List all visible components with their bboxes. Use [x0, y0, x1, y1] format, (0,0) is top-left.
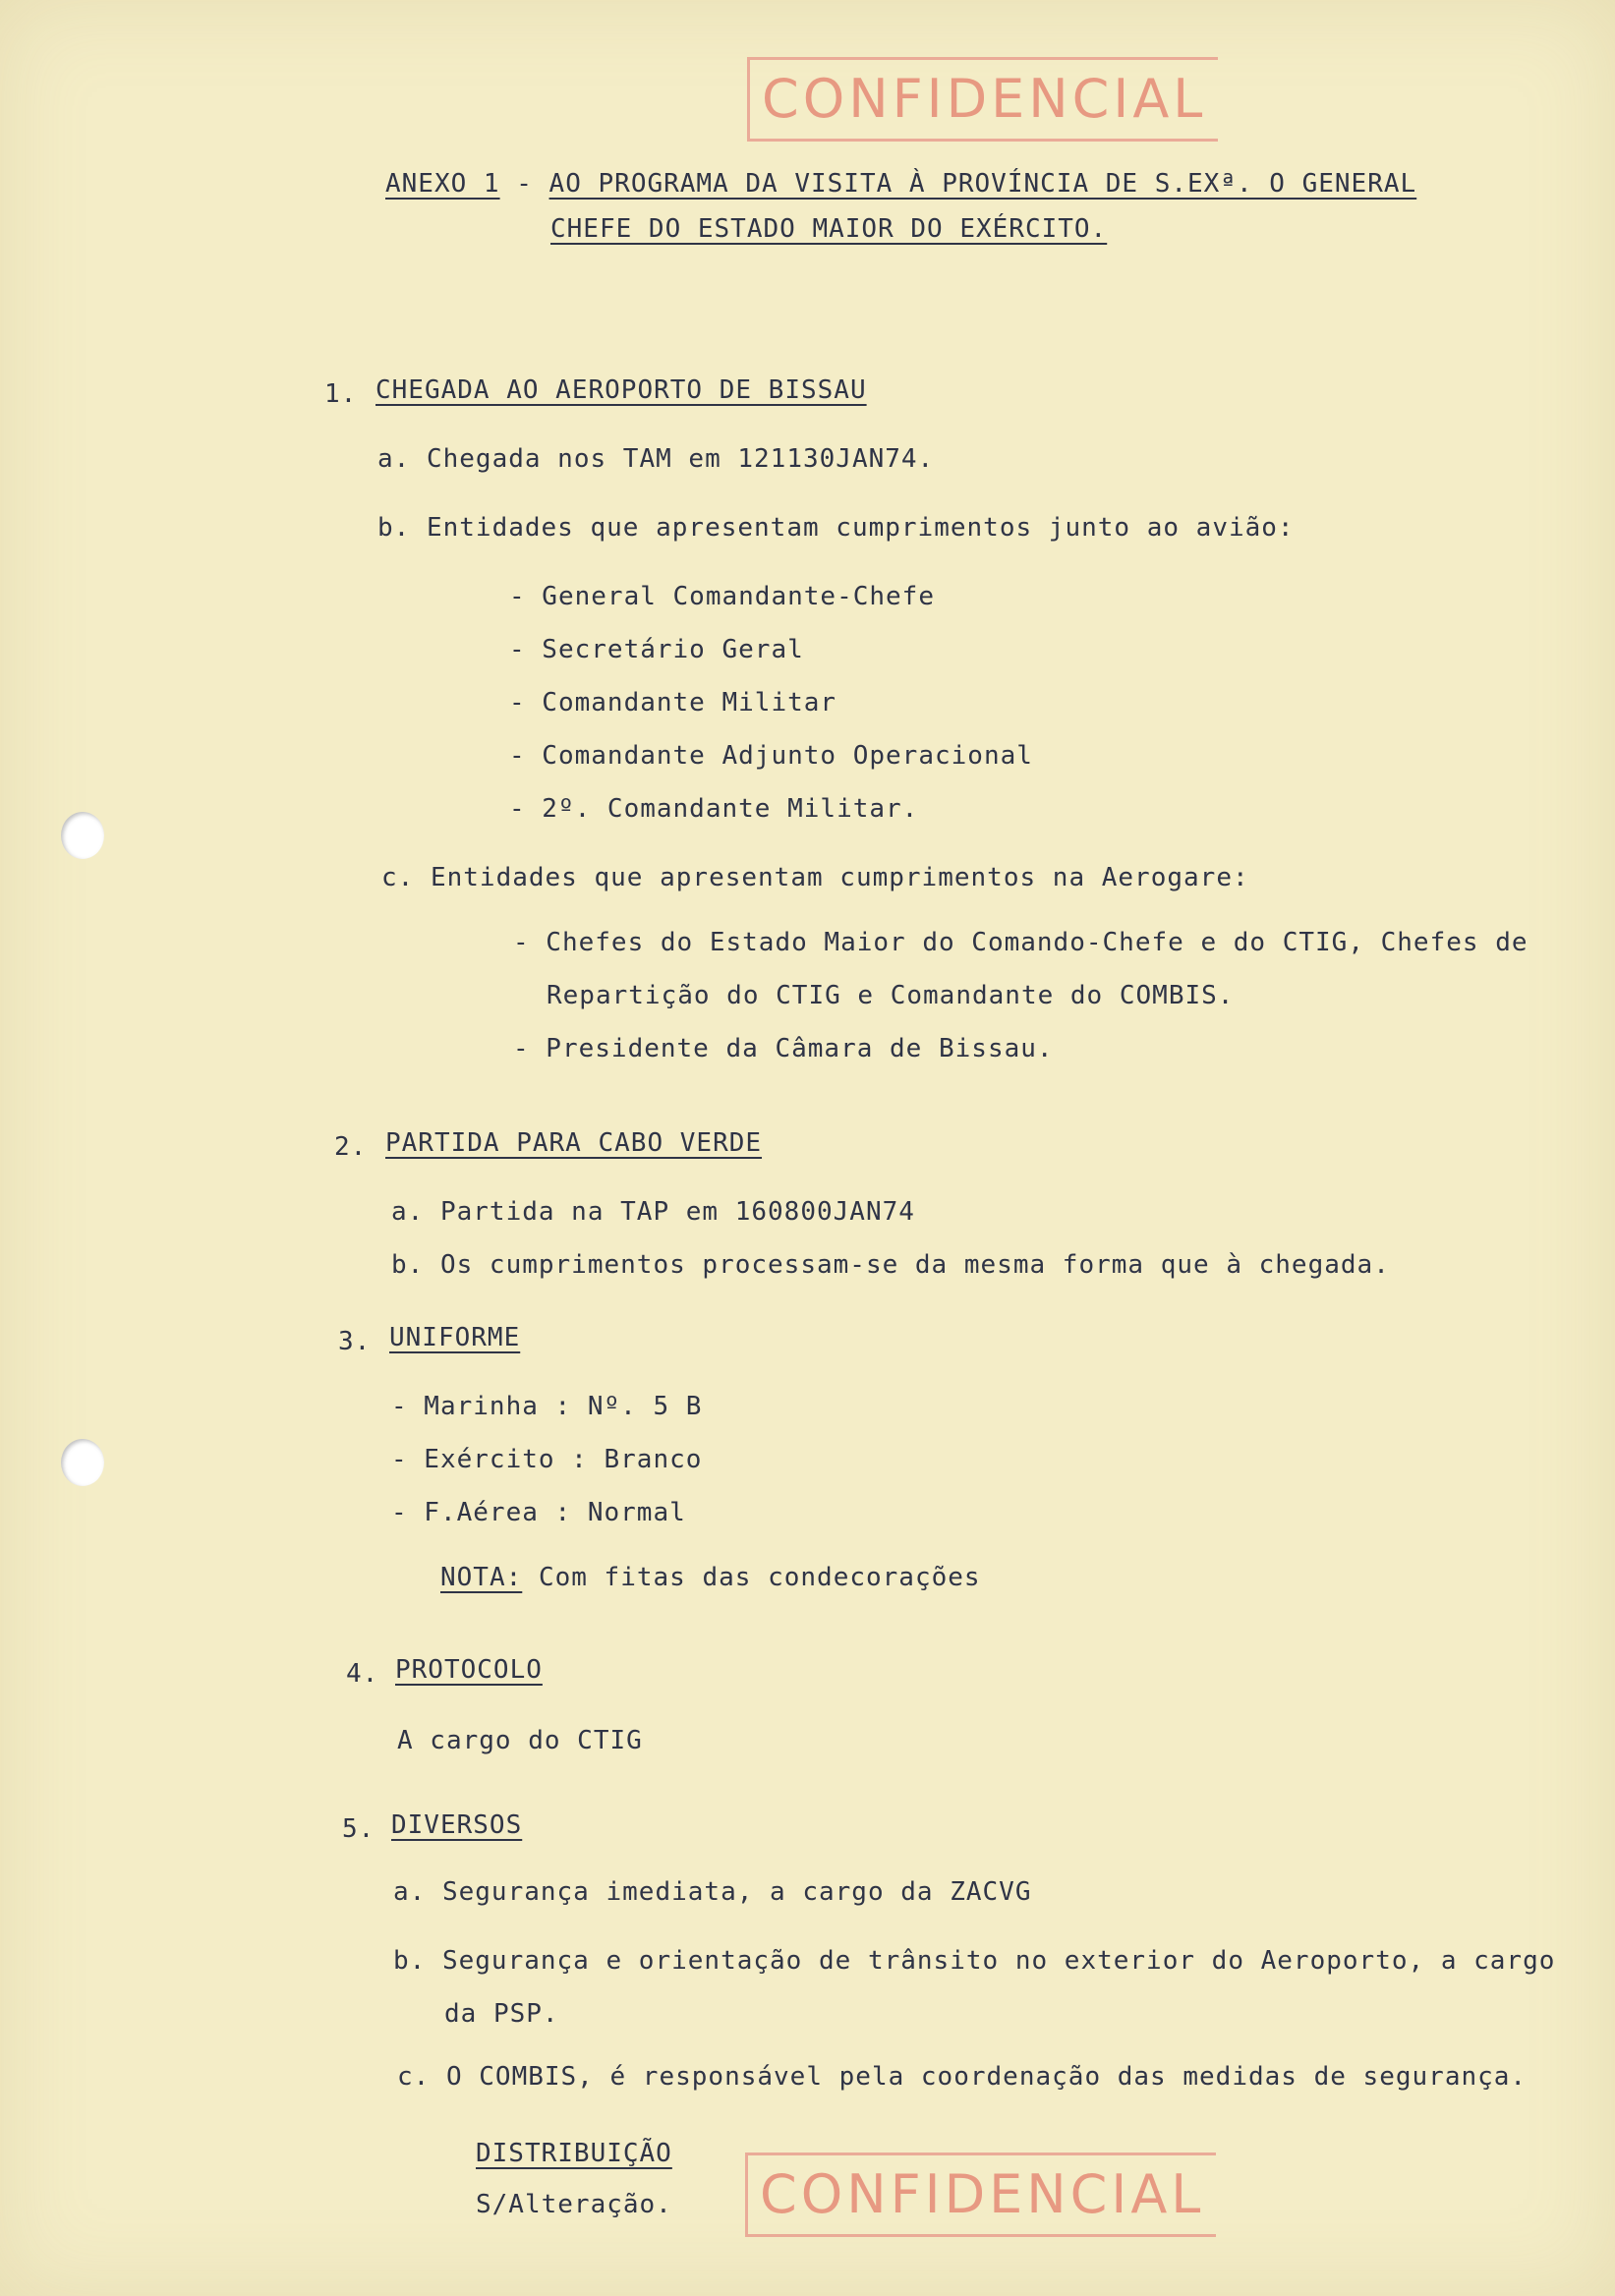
section-5-b-line2: da PSP. [444, 1999, 559, 2029]
annex-label [385, 169, 1416, 199]
uniform-item-1: - Marinha : Nº. 5 B [391, 1392, 703, 1421]
section-5-heading: DIVERSOS [391, 1810, 523, 1840]
section-2-b: b. Os cumprimentos processam-se da mesma forma que à chegada. [391, 1250, 1390, 1280]
uniform-item-2: - Exército : Branco [391, 1445, 703, 1474]
confidential-stamp-top: CONFIDENCIAL [747, 57, 1218, 142]
section-1-b-item-3: - Comandante Militar [509, 688, 837, 718]
section-5-c: c. O COMBIS, é responsável pela coordenação das medidas de segurança. [397, 2062, 1528, 2092]
section-1-c: c. Entidades que apresentam cumprimentos na Aerogare: [381, 863, 1249, 892]
title-line1: AO PROGRAMA DA VISITA À PROVÍNCIA DE S.EXª. O GENERAL [548, 169, 1417, 199]
section-2-heading: PARTIDA PARA CABO VERDE [385, 1128, 763, 1158]
annex-prefix: ANEXO 1 [385, 169, 500, 199]
section-1-heading: CHEGADA AO AEROPORTO DE BISSAU [375, 375, 867, 405]
note-label: NOTA: [440, 1563, 523, 1592]
section-1-a: a. Chegada nos TAM em 121130JAN74. [377, 444, 935, 474]
uniform-item-3: - F.Aérea : Normal [391, 1498, 686, 1527]
section-2-a: a. Partida na TAP em 160800JAN74 [391, 1197, 915, 1227]
section-5-a: a. Segurança imediata, a cargo da ZACVG [393, 1877, 1032, 1907]
section-1-b: b. Entidades que apresentam cumprimentos junto ao avião: [377, 513, 1295, 543]
punch-hole-bottom [61, 1439, 104, 1486]
distribution-value: S/Alteração. [476, 2190, 672, 2219]
section-1-number: 1. [324, 379, 358, 409]
section-1-c-item-2: - Presidente da Câmara de Bissau. [513, 1034, 1054, 1063]
section-1-b-item-5: - 2º. Comandante Militar. [509, 794, 919, 824]
section-1-b-item-2: - Secretário Geral [509, 635, 804, 664]
section-3-heading: UNIFORME [389, 1323, 521, 1352]
annex-dash: - [516, 169, 533, 199]
section-1-c-item-1a: - Chefes do Estado Maior do Comando-Chefe e do CTIG, Chefes de [513, 928, 1528, 957]
section-1-b-item-1: - General Comandante-Chefe [509, 582, 935, 611]
section-2-number: 2. [334, 1132, 368, 1162]
section-4-text: A cargo do CTIG [397, 1726, 643, 1755]
section-5-number: 5. [342, 1814, 375, 1844]
note-text: Com fitas das condecorações [538, 1563, 981, 1592]
section-1-c-item-1b: Repartição do CTIG e Comandante do COMBIS. [547, 981, 1235, 1010]
distribution-label: DISTRIBUIÇÃO [476, 2139, 672, 2168]
section-4-heading: PROTOCOLO [395, 1655, 543, 1685]
section-5-b-line1: b. Segurança e orientação de trânsito no exterior do Aeroporto, a cargo [393, 1946, 1556, 1976]
punch-hole-top [61, 812, 104, 859]
section-4-number: 4. [346, 1659, 379, 1689]
uniform-note [440, 1563, 981, 1592]
section-3-number: 3. [338, 1327, 372, 1356]
title-line2: CHEFE DO ESTADO MAIOR DO EXÉRCITO. [550, 214, 1108, 244]
section-1-b-item-4: - Comandante Adjunto Operacional [509, 741, 1033, 771]
confidential-stamp-bottom: CONFIDENCIAL [745, 2152, 1216, 2237]
